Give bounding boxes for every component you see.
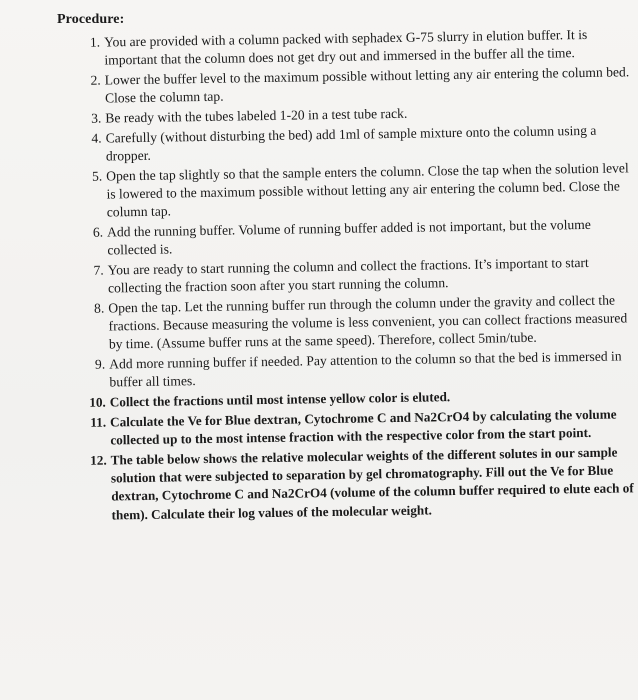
step-text: You are ready to start running the column and collect the fractions. It’s important to start collecting the fraction soon after you start running the column. [107,254,589,296]
step-number: 11. [90,414,107,430]
step-number: 1. [89,34,101,50]
step-text: Collect the fractions until most intense yellow color is eluted. [109,389,451,410]
procedure-step [78,291,635,354]
procedure-step [81,443,638,525]
step-number: 9. [94,356,106,372]
step-number: 8. [93,300,105,316]
procedure-list [74,25,638,526]
step-text: The table below shows the relative molecular weights of the different solutes in our sample solution that were subjected to separation by gel chromatography. Fill out the Ve for Blue dextran, Cytochrome C and Na2CrO4 (volume of the column buffer required to elute each of them). Calculate their log values of the molecular weight. [110,444,634,523]
step-text: Open the tap slightly so that the sample enters the column. Close the tap when the solution level is lowered to the maximum possible without letting any air entering the column bed. Close the column tap. [106,160,629,220]
step-text: Lower the buffer level to the maximum possible without letting any air entering the column bed. Close the column tap. [104,64,630,106]
step-number: 4. [91,130,102,146]
step-text: Calculate the Ve for Blue dextran, Cytochrome C and Na2CrO4 by calculating the volume collected up to the most intense fraction with the respective color from the start point. [109,406,617,448]
step-number: 5. [91,168,103,184]
step-text: Add more running buffer if needed. Pay attention to the column so that the bed is immersed in buffer all times. [109,348,622,390]
procedure-heading: Procedure: [57,12,125,27]
step-text: You are provided with a column packed with sephadex G-75 slurry in elution buffer. It is important that the column does not get dry out and immersed in the buffer all the time. [104,26,588,68]
step-number: 6. [92,224,104,240]
step-text: Open the tap. Let the running buffer run through the column under the gravity and collect the fractions. Because measuring the volume is less convenient, you can collect fractions measured by time. (Assume buffer runs at the same speed). Therefore, collect 5min/tube. [108,292,628,352]
step-number: 2. [90,72,101,88]
step-text: Carefully (without disturbing the bed) add 1ml of sample mixture onto the column using a dropper. [105,122,597,164]
step-number: 12. [90,452,107,468]
procedure-step [76,159,633,222]
step-number: 7. [93,262,104,278]
step-text: Add the running buffer. Volume of running buffer added is not important, but the volume collected is. [106,216,591,258]
step-number: 10. [89,394,106,411]
step-text: Be ready with the tubes labeled 1-20 in a test tube rack. [105,105,408,126]
step-number: 3. [91,110,102,126]
